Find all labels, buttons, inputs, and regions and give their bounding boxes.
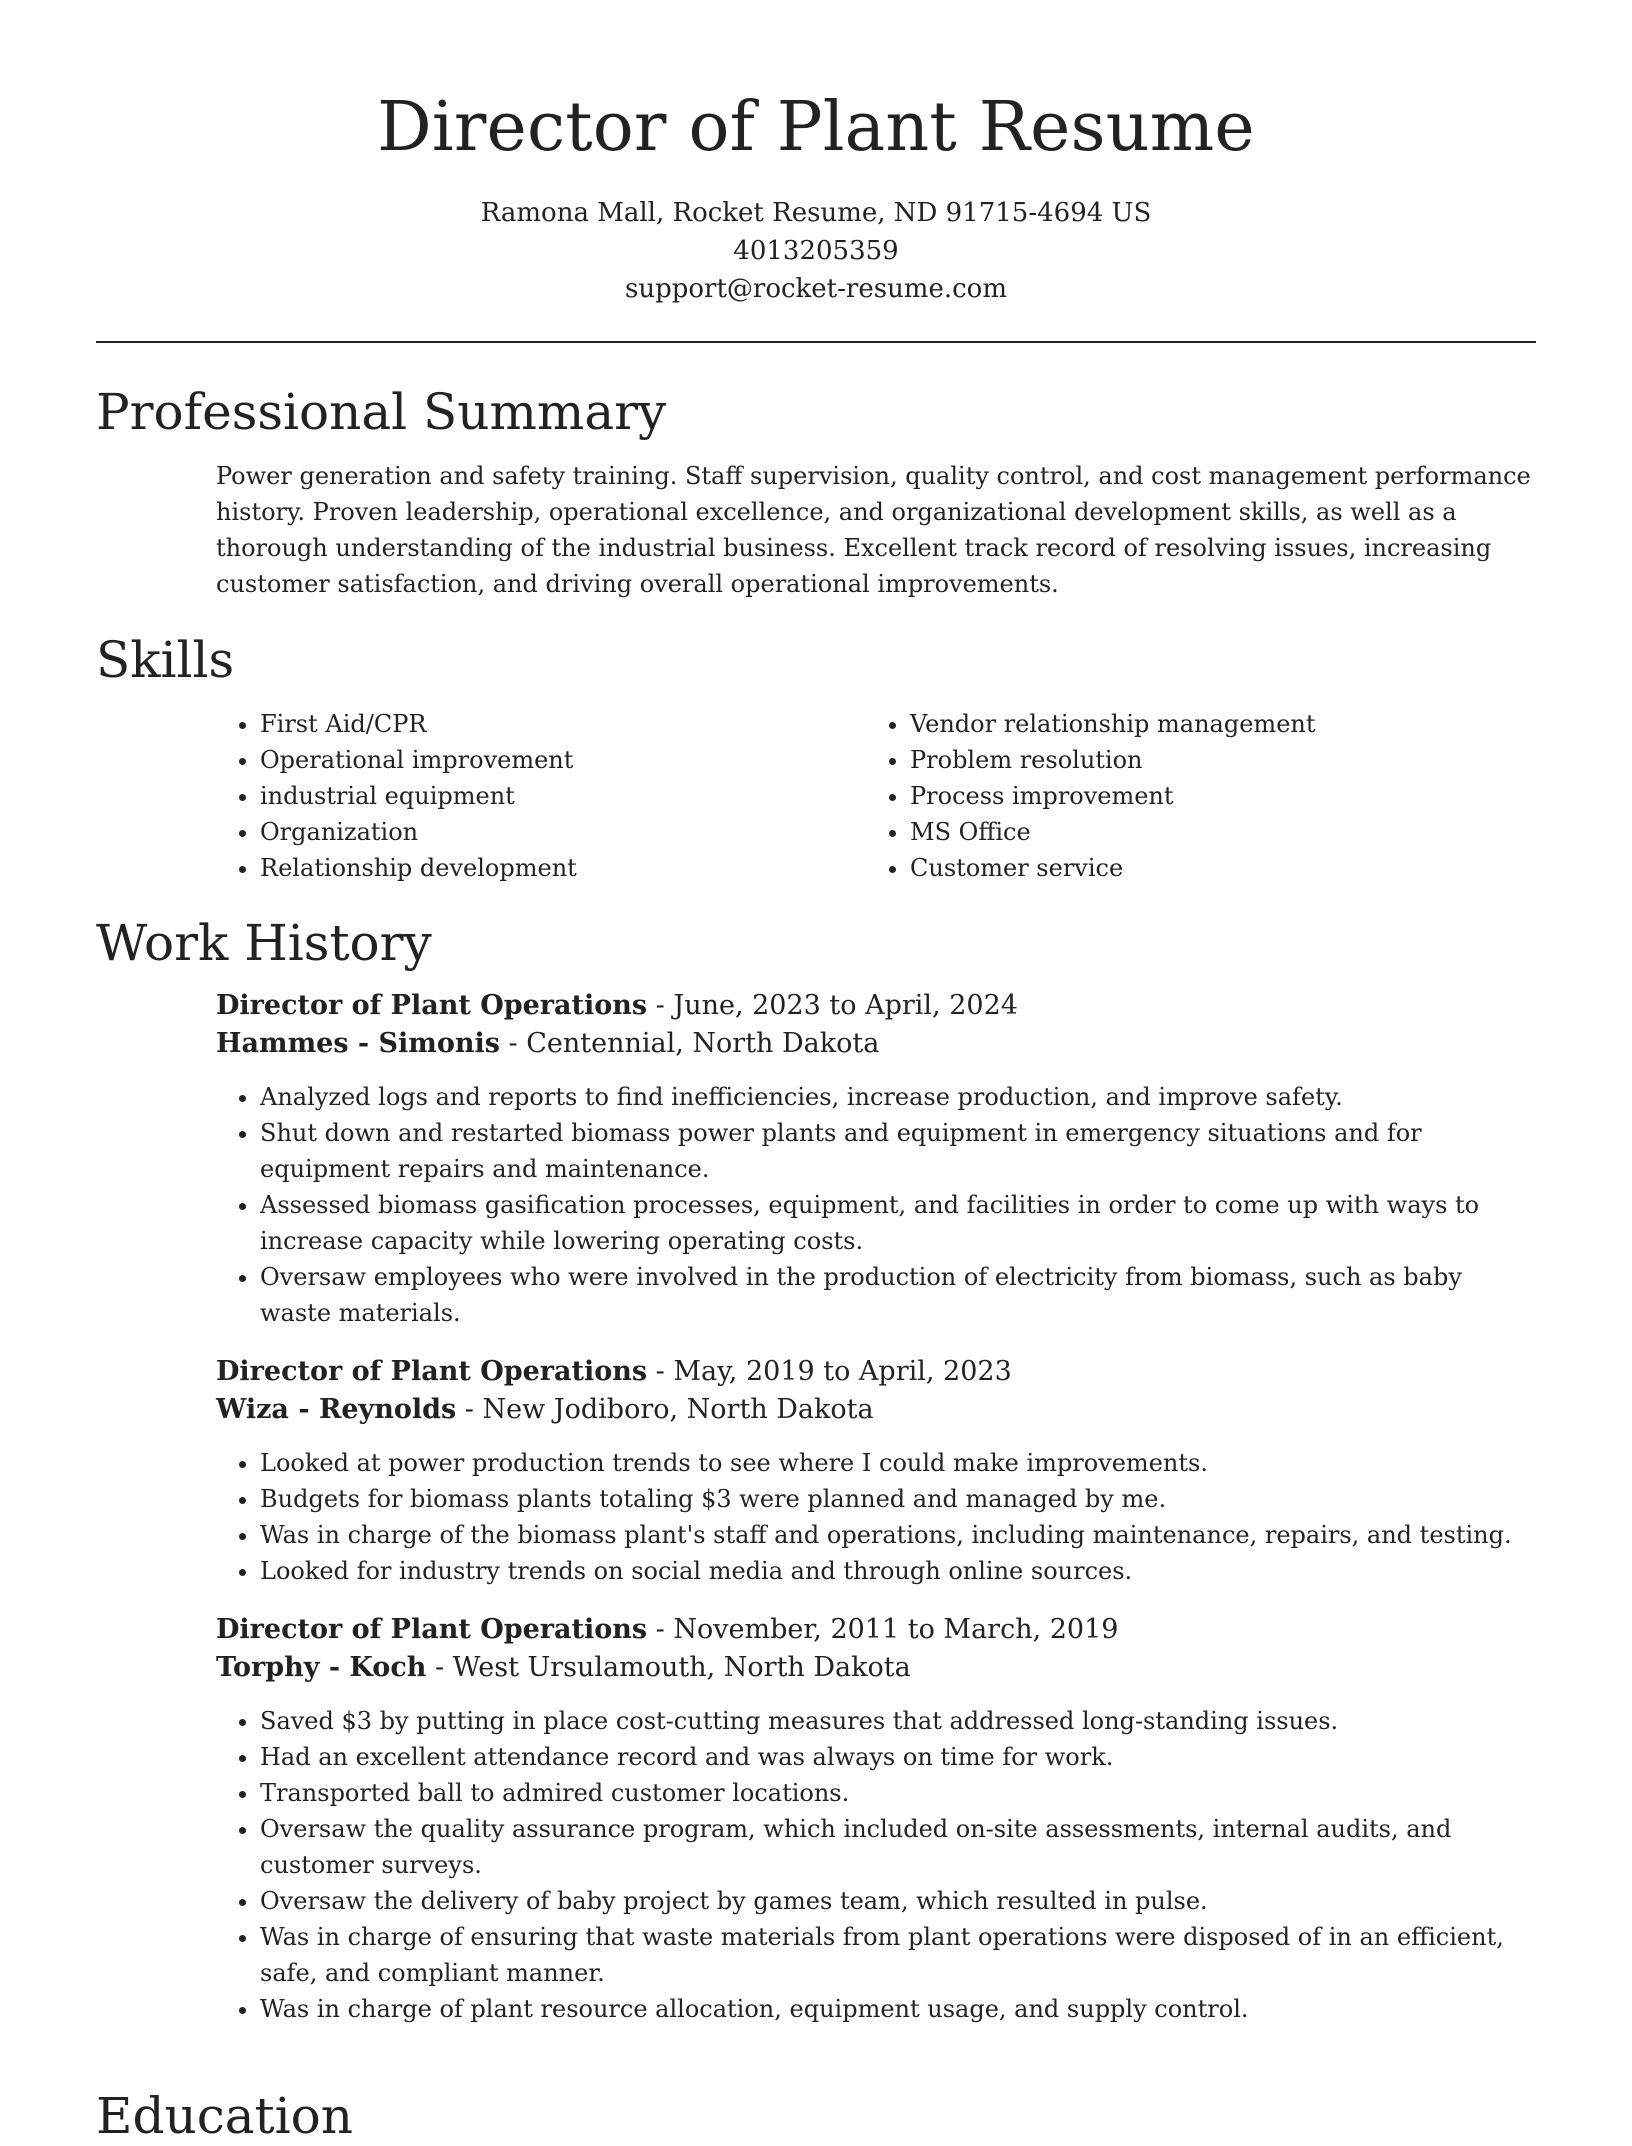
job-location: - Centennial, North Dakota bbox=[499, 1028, 880, 1059]
skill-item: • First Aid/CPR bbox=[260, 706, 866, 742]
job-company: Torphy - Koch bbox=[216, 1652, 427, 1683]
job-bullet: • Had an excellent attendance record and was always on time for work. bbox=[260, 1739, 1536, 1775]
contact-info bbox=[0, 194, 1632, 308]
skill-item: • Organization bbox=[260, 814, 866, 850]
header-divider bbox=[96, 341, 1536, 343]
job-bullet: • Saved $3 by putting in place cost-cutting measures that addressed long-standing issues. bbox=[260, 1703, 1536, 1739]
job-bullets bbox=[216, 1079, 1536, 1331]
skills-heading: Skills bbox=[96, 631, 235, 689]
job-bullet: • Transported ball to admired customer locations. bbox=[260, 1775, 1536, 1811]
job-company-line bbox=[216, 1391, 1536, 1429]
job-bullet: • Looked at power production trends to see where I could make improvements. bbox=[260, 1445, 1536, 1481]
job-bullets bbox=[216, 1445, 1536, 1589]
job-company: Wiza - Reynolds bbox=[216, 1394, 457, 1425]
job-bullet: • Was in charge of plant resource allocation, equipment usage, and supply control. bbox=[260, 1991, 1536, 2027]
job-title-line bbox=[216, 1353, 1536, 1391]
job-bullet: • Budgets for biomass plants totaling $3 were planned and managed by me. bbox=[260, 1481, 1536, 1517]
contact-email: support@rocket-resume.com bbox=[624, 274, 1007, 304]
summary-text: Power generation and safety training. Staff supervision, quality control, and cost management performance history. Proven leadership, operational excellence, and organizational development skills, as well as a thorough understanding of the industrial business. Excellent track record of resolving issues, increasing customer satisfaction, and driving overall operational improvements. bbox=[216, 462, 1531, 598]
job-location: - West Ursulamouth, North Dakota bbox=[426, 1652, 911, 1683]
job-bullet: • Was in charge of ensuring that waste materials from plant operations were disposed of in an efficient, safe, and compliant manner. bbox=[260, 1919, 1536, 1991]
job-dates: - November, 2011 to March, 2019 bbox=[647, 1614, 1119, 1645]
resume-header bbox=[0, 0, 1632, 308]
skill-item: • Process improvement bbox=[910, 778, 1516, 814]
skills-section bbox=[96, 630, 1536, 886]
job-company-line bbox=[216, 1649, 1536, 1687]
work-history-section bbox=[96, 913, 1536, 2049]
job-title-line bbox=[216, 1611, 1536, 1649]
skill-item: • Problem resolution bbox=[910, 742, 1516, 778]
job-company-line bbox=[216, 1025, 1536, 1063]
resume-title: Director of Plant Resume bbox=[377, 88, 1255, 167]
job-bullet: • Oversaw employees who were involved in the production of electricity from biomass, such as baby waste materials. bbox=[260, 1259, 1536, 1331]
skills-list-right bbox=[866, 706, 1516, 886]
skill-item: • Customer service bbox=[910, 850, 1516, 886]
work-history-heading: Work History bbox=[96, 914, 432, 972]
job-entry bbox=[216, 1611, 1536, 2027]
skill-item: • Operational improvement bbox=[260, 742, 866, 778]
contact-address: Ramona Mall, Rocket Resume, ND 91715-4694 US bbox=[480, 198, 1152, 228]
skill-item: • Relationship development bbox=[260, 850, 866, 886]
education-section bbox=[96, 2086, 1536, 2146]
job-bullet: • Analyzed logs and reports to find inefficiencies, increase production, and improve safety. bbox=[260, 1079, 1536, 1115]
education-heading: Education bbox=[96, 2087, 353, 2145]
job-dates: - June, 2023 to April, 2024 bbox=[647, 990, 1018, 1021]
job-bullets bbox=[216, 1703, 1536, 2027]
summary-heading: Professional Summary bbox=[96, 383, 667, 441]
summary-section bbox=[96, 382, 1536, 602]
skills-list-left bbox=[216, 706, 866, 886]
job-bullet: • Oversaw the quality assurance program, which included on-site assessments, internal audits, and customer surveys. bbox=[260, 1811, 1536, 1883]
job-title: Director of Plant Operations bbox=[216, 1614, 648, 1645]
job-location: - New Jodiboro, North Dakota bbox=[456, 1394, 874, 1425]
job-title: Director of Plant Operations bbox=[216, 1356, 648, 1387]
job-entry bbox=[216, 1353, 1536, 1589]
job-bullet: • Was in charge of the biomass plant's staff and operations, including maintenance, repairs, and testing. bbox=[260, 1517, 1536, 1553]
skill-item: • MS Office bbox=[910, 814, 1516, 850]
job-title: Director of Plant Operations bbox=[216, 990, 648, 1021]
job-title-line bbox=[216, 987, 1536, 1025]
job-bullet: • Oversaw the delivery of baby project by games team, which resulted in pulse. bbox=[260, 1883, 1536, 1919]
skill-item: • industrial equipment bbox=[260, 778, 866, 814]
contact-phone: 4013205359 bbox=[733, 236, 899, 266]
job-entry bbox=[216, 987, 1536, 1331]
skills-columns bbox=[216, 706, 1536, 886]
job-dates: - May, 2019 to April, 2023 bbox=[647, 1356, 1012, 1387]
job-bullet: • Shut down and restarted biomass power plants and equipment in emergency situations and for equipment repairs and maintenance. bbox=[260, 1115, 1536, 1187]
skill-item: • Vendor relationship management bbox=[910, 706, 1516, 742]
job-bullet: • Looked for industry trends on social media and through online sources. bbox=[260, 1553, 1536, 1589]
job-company: Hammes - Simonis bbox=[216, 1028, 500, 1059]
job-bullet: • Assessed biomass gasification processes, equipment, and facilities in order to come up with ways to increase capacity while lowering operating costs. bbox=[260, 1187, 1536, 1259]
